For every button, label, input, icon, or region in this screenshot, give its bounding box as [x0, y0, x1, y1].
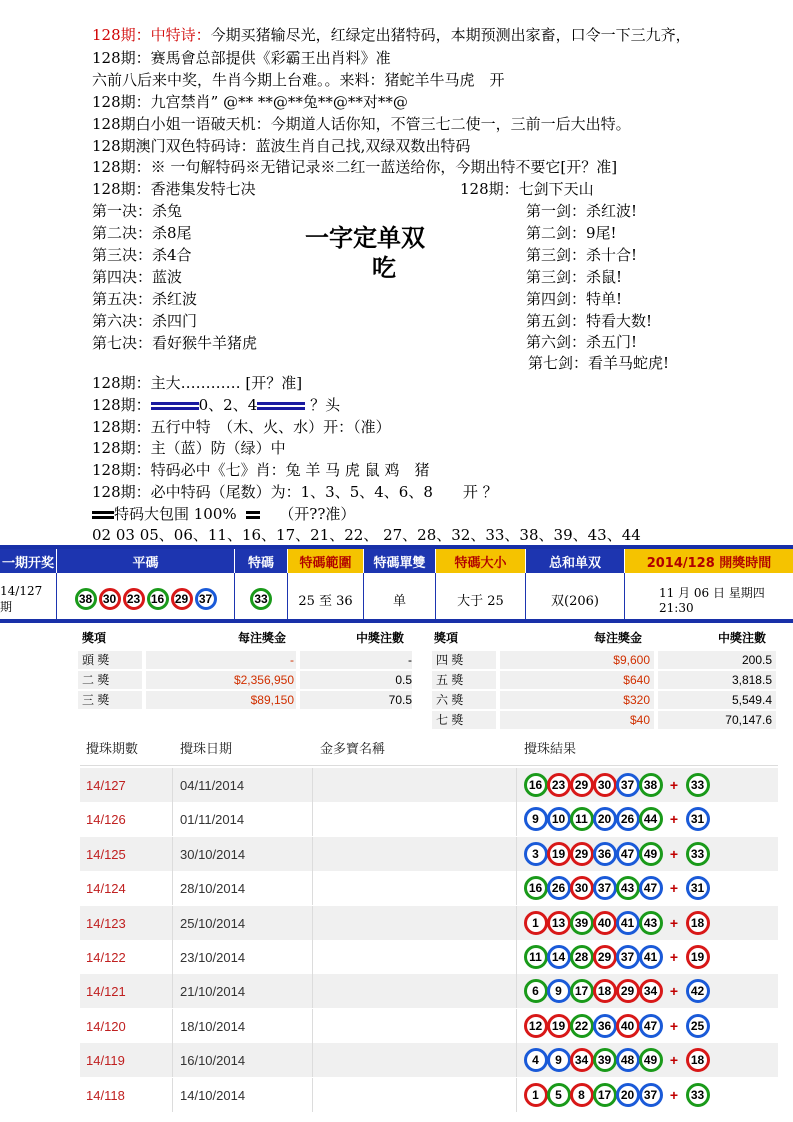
hist-special-ball: 33 — [686, 842, 710, 866]
prize-name: 六 獎 — [436, 693, 464, 707]
strip-header-sum: 总和单双 — [526, 549, 624, 573]
text-line-4: 128期：九宫禁肖” @** **@**兔**@**对**@ — [92, 93, 408, 111]
hist-date: 18/10/2014 — [180, 1018, 246, 1034]
hist-balls — [524, 773, 709, 797]
hist-ball: 29 — [570, 773, 594, 797]
table-row — [80, 940, 778, 974]
jue-item: 第五决：杀红波 — [92, 290, 198, 308]
black-bar-icon-2 — [246, 509, 260, 521]
prize-amount: $2,356,950 — [233, 673, 294, 687]
hist-ball: 29 — [616, 979, 640, 1003]
strip-ping-balls — [57, 579, 234, 619]
prize-header-item: 獎項 — [82, 631, 107, 645]
jue-item: 第六决：杀四门 — [92, 312, 198, 330]
prize-amount: $9,600 — [613, 653, 650, 667]
strip-range: 25 至 36 — [298, 593, 353, 609]
hist-ball: 37 — [616, 773, 640, 797]
hist-date: 28/10/2014 — [180, 881, 246, 897]
text-main-3: 128期：五行中特 （木、火、水）开：（准） — [92, 418, 391, 436]
hist-header-issue: 攪珠期數 — [86, 741, 139, 756]
hist-ball: 19 — [547, 842, 571, 866]
hist-issue: 14/127 — [86, 778, 126, 793]
plus-icon: + — [669, 845, 679, 862]
prize-amount: $89,150 — [250, 693, 294, 707]
hist-ball: 5 — [547, 1083, 571, 1107]
jue-title: 128期：香港集发特七决 — [92, 180, 256, 198]
strip-ball: 29 — [171, 588, 193, 610]
jian-title: 128期：七剑下天山 — [460, 180, 594, 198]
plus-icon: + — [669, 1017, 679, 1034]
hist-ball: 26 — [616, 807, 640, 831]
hist-ball: 40 — [593, 911, 617, 935]
text-main-6: 128期：必中特码（尾数）为：1、3、5、4、6、8 开 ？ — [92, 483, 498, 501]
big-headline: 一字定单双 — [305, 223, 425, 252]
hist-header-result: 攪珠結果 — [524, 741, 577, 756]
plus-icon: + — [669, 811, 679, 828]
bar-mark-icon-2 — [257, 400, 305, 412]
hist-issue: 14/123 — [86, 915, 126, 931]
hist-date: 04/11/2014 — [180, 778, 245, 793]
big-headline-2: 吃 — [372, 253, 396, 282]
jian-item: 第五剑：特看大数! — [526, 312, 653, 330]
strip-oddeven: 单 — [392, 593, 406, 609]
strip-header-size: 特碼大小 — [436, 549, 525, 573]
hist-issue: 14/124 — [86, 881, 126, 897]
hist-ball: 11 — [524, 945, 548, 969]
hist-ball: 22 — [570, 1014, 594, 1038]
strip-issue: 14/127 期 — [0, 583, 43, 614]
strip-header-te: 特碼 — [235, 549, 287, 573]
prize-count: 3,818.5 — [731, 673, 772, 687]
hist-ball: 39 — [570, 911, 594, 935]
strip-te-number: 33 — [250, 588, 272, 610]
jue-item: 第七决：看好猴牛羊猪虎 — [92, 334, 258, 352]
hist-ball: 48 — [616, 1048, 640, 1072]
hist-ball: 30 — [593, 773, 617, 797]
text-line-2: 128期：赛馬會总部提供《彩霸王出肖料》准 — [92, 49, 391, 67]
hist-ball: 23 — [547, 773, 571, 797]
table-row — [80, 871, 778, 905]
hist-ball: 18 — [593, 979, 617, 1003]
prize-amount: - — [290, 653, 294, 667]
prize-name: 七 獎 — [436, 713, 464, 727]
hist-ball: 43 — [616, 876, 640, 900]
strip-header-range: 特碼範圍 — [288, 549, 363, 573]
text-main-7a: 特码大包围 100% — [114, 505, 237, 523]
text-main-1: 128期：主大………… [开？准] — [92, 374, 303, 392]
strip-te-ball — [235, 579, 287, 619]
jian-item: 第三剑：杀十合! — [526, 246, 638, 264]
hist-ball: 36 — [593, 1014, 617, 1038]
prize-name: 四 獎 — [436, 653, 464, 667]
prize-count: 70,147.6 — [725, 713, 772, 727]
hist-issue: 14/120 — [86, 1018, 126, 1034]
text-line-5: 128期白小姐一语破天机：今期道人话你知，不管三七二使一，三前一后大出特。 — [92, 115, 631, 133]
hist-ball: 43 — [639, 911, 663, 935]
prize-header-count-2: 中獎注數 — [718, 631, 767, 645]
strip-header-issue: 一期开奖 — [0, 549, 56, 573]
hist-ball: 4 — [524, 1048, 548, 1072]
prize-count: 200.5 — [741, 653, 772, 667]
hist-issue: 14/121 — [86, 984, 126, 1000]
hist-ball: 14 — [547, 945, 571, 969]
text-main-2b: 0、2、4 — [198, 396, 258, 414]
strip-header-ping: 平碼 — [57, 549, 234, 573]
table-row — [80, 837, 778, 871]
prize-header-count: 中獎注數 — [356, 631, 405, 645]
hist-ball: 37 — [593, 876, 617, 900]
hist-issue: 14/126 — [86, 812, 126, 828]
hist-ball: 40 — [616, 1014, 640, 1038]
prize-name: 頭 獎 — [82, 653, 110, 667]
text-line-7: 128期：※ 一句解特码※无错记录※二红一蓝送给你，今期出特不要它[开？准] — [92, 158, 618, 176]
plus-icon: + — [669, 1052, 679, 1069]
strip-ball: 38 — [75, 588, 97, 610]
prize-header-item-2: 獎項 — [434, 631, 459, 645]
prize-amount: $320 — [623, 693, 650, 707]
hist-ball: 49 — [639, 842, 663, 866]
strip-time: 11 月 06 日 星期四 21:30 — [659, 585, 765, 615]
strip-ball: 16 — [147, 588, 169, 610]
hist-ball: 36 — [593, 842, 617, 866]
hist-ball: 29 — [593, 945, 617, 969]
prize-name: 三 獎 — [82, 693, 110, 707]
hist-ball: 20 — [616, 1083, 640, 1107]
hist-ball: 34 — [639, 979, 663, 1003]
poem-line-1-head: 128期：中特诗： — [92, 26, 211, 44]
hist-balls — [524, 1048, 709, 1072]
jue-item: 第二决：杀8尾 — [92, 224, 192, 242]
hist-balls — [524, 876, 709, 900]
text-main-5: 128期：特码必中《七》肖：兔 羊 马 虎 鼠 鸡 猪 — [92, 461, 430, 479]
hist-ball: 37 — [639, 1083, 663, 1107]
text-main-2 — [92, 394, 340, 416]
hist-ball: 11 — [570, 807, 594, 831]
hist-ball: 3 — [524, 842, 548, 866]
jian-item: 第六剑：杀五门! — [526, 333, 638, 351]
strip-size: 大于 25 — [457, 593, 504, 609]
hist-ball: 37 — [616, 945, 640, 969]
hist-balls — [524, 1083, 709, 1107]
hist-ball: 9 — [547, 979, 571, 1003]
prize-amount: $640 — [623, 673, 650, 687]
bar-mark-icon — [151, 400, 199, 412]
hist-ball: 17 — [593, 1083, 617, 1107]
results-strip — [0, 545, 793, 623]
jue-item: 第三决：杀4合 — [92, 246, 192, 264]
table-row — [80, 974, 778, 1008]
jian-item: 第四剑：特单! — [526, 290, 623, 308]
hist-ball: 17 — [570, 979, 594, 1003]
jue-item: 第四决：蓝波 — [92, 268, 183, 286]
hist-special-ball: 18 — [686, 911, 710, 935]
table-row — [80, 1009, 778, 1043]
hist-ball: 9 — [547, 1048, 571, 1072]
text-main-7b: （开??准） — [279, 505, 356, 523]
table-row — [80, 768, 778, 802]
jian-item: 第二剑：9尾! — [526, 224, 617, 242]
plus-icon: + — [669, 983, 679, 1000]
hist-ball: 39 — [593, 1048, 617, 1072]
text-main-4: 128期：主（蓝）防（绿）中 — [92, 439, 286, 457]
black-bar-icon — [92, 509, 114, 521]
hist-balls — [524, 807, 709, 831]
hist-ball: 47 — [639, 1014, 663, 1038]
hist-ball: 19 — [547, 1014, 571, 1038]
hist-ball: 28 — [570, 945, 594, 969]
hist-date: 01/11/2014 — [180, 812, 245, 828]
poem-line-1-body: 今期买猪输尽光，红绿定出猪特码，本期预测出家畜，口令一下三九齐， — [210, 26, 691, 44]
hist-ball: 41 — [639, 945, 663, 969]
prize-count: 5,549.4 — [731, 693, 772, 707]
plus-icon: + — [669, 777, 679, 793]
hist-balls — [524, 979, 709, 1003]
prize-count: 70.5 — [388, 693, 412, 707]
prize-name: 五 獎 — [436, 673, 464, 687]
strip-header-oddeven: 特碼單雙 — [364, 549, 435, 573]
hist-ball: 9 — [524, 807, 548, 831]
prize-header-amount-2: 每注獎金 — [594, 631, 643, 645]
hist-ball: 1 — [524, 1083, 548, 1107]
text-line-3: 六前八后来中奖，牛肖今期上台难。。来料：猪蛇羊牛马虎 开 — [92, 71, 505, 89]
hist-ball: 29 — [570, 842, 594, 866]
jian-item: 第三剑：杀鼠! — [526, 268, 623, 286]
hist-ball: 6 — [524, 979, 548, 1003]
hist-ball: 41 — [616, 911, 640, 935]
table-row — [80, 1043, 778, 1077]
hist-ball: 47 — [639, 876, 663, 900]
hist-issue: 14/118 — [86, 1087, 125, 1103]
hist-special-ball: 31 — [686, 876, 710, 900]
prize-header-amount: 每注獎金 — [238, 631, 287, 645]
hist-special-ball: 19 — [686, 945, 710, 969]
hist-date: 25/10/2014 — [180, 915, 246, 931]
hist-ball: 10 — [547, 807, 571, 831]
hist-issue: 14/119 — [86, 1053, 125, 1069]
number-list: 02 03 05、06、11、16、17、21、22、 27、28、32、33、38、39、43、44 — [92, 526, 641, 544]
poem-line-1 — [92, 24, 691, 46]
hist-balls — [524, 945, 709, 969]
hist-issue: 14/122 — [86, 950, 126, 965]
hist-balls — [524, 911, 709, 935]
strip-ball: 30 — [99, 588, 121, 610]
prize-name: 二 獎 — [82, 673, 110, 687]
hist-ball: 20 — [593, 807, 617, 831]
strip-ball: 37 — [195, 588, 217, 610]
plus-icon: + — [669, 949, 679, 965]
hist-special-ball: 25 — [686, 1014, 710, 1038]
hist-date: 21/10/2014 — [180, 984, 246, 1000]
hist-special-ball: 42 — [686, 979, 710, 1003]
hist-ball: 47 — [616, 842, 640, 866]
hist-header-name: 金多寶名稱 — [320, 741, 386, 756]
hist-ball: 8 — [570, 1083, 594, 1107]
hist-ball: 38 — [639, 773, 663, 797]
hist-ball: 16 — [524, 876, 548, 900]
strip-ball: 23 — [123, 588, 145, 610]
hist-ball: 13 — [547, 911, 571, 935]
hist-issue: 14/125 — [86, 846, 126, 862]
hist-header-date: 攪珠日期 — [180, 741, 233, 756]
hist-ball: 1 — [524, 911, 548, 935]
hist-special-ball: 33 — [686, 773, 710, 797]
text-main-2c: ？头 — [310, 396, 341, 414]
text-main-2a: 128期： — [92, 396, 151, 414]
strip-sum: 双(206) — [551, 593, 599, 609]
hist-date: 14/10/2014 — [180, 1087, 246, 1103]
strip-header-time: 2014/128 開獎時間 — [625, 549, 793, 573]
hist-date: 16/10/2014 — [180, 1053, 246, 1069]
hist-special-ball: 18 — [686, 1048, 710, 1072]
jian-item: 第七剑：看羊马蛇虎! — [528, 354, 670, 372]
hist-ball: 30 — [570, 876, 594, 900]
jian-item: 第一剑：杀红波! — [526, 202, 638, 220]
hist-date: 30/10/2014 — [180, 846, 246, 862]
hist-balls — [524, 842, 709, 866]
hist-ball: 34 — [570, 1048, 594, 1072]
hist-ball: 12 — [524, 1014, 548, 1038]
hist-balls — [524, 1014, 709, 1038]
text-main-7 — [92, 503, 355, 525]
hist-special-ball: 33 — [686, 1083, 710, 1107]
table-row — [80, 906, 778, 940]
prize-amount: $40 — [629, 713, 650, 727]
hist-ball: 49 — [639, 1048, 663, 1072]
prize-count: - — [408, 653, 412, 667]
table-row — [80, 1078, 778, 1112]
hist-ball: 26 — [547, 876, 571, 900]
hist-ball: 44 — [639, 807, 663, 831]
table-row — [80, 802, 778, 836]
hist-date: 23/10/2014 — [180, 950, 246, 965]
hist-ball: 16 — [524, 773, 548, 797]
plus-icon: + — [669, 1086, 679, 1103]
plus-icon: + — [669, 880, 679, 897]
hist-special-ball: 31 — [686, 807, 710, 831]
plus-icon: + — [669, 914, 679, 931]
text-line-6: 128期澳门双色特码诗：蓝波生肖自己找,双绿双数出特码 — [92, 137, 471, 155]
jue-item: 第一决：杀兔 — [92, 202, 183, 220]
prize-count: 0.5 — [395, 673, 412, 687]
